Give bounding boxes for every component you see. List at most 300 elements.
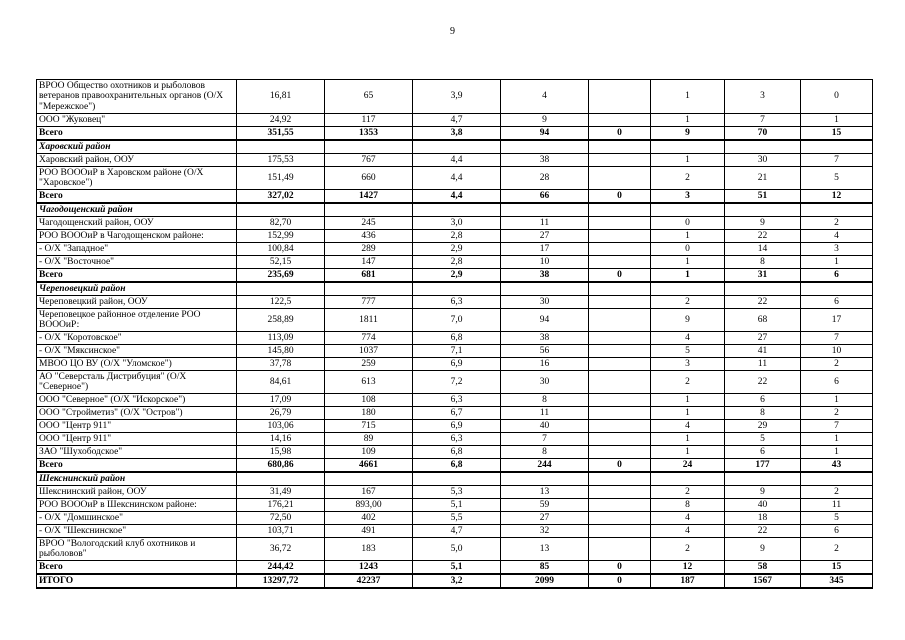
cell-col-3: 4,4 <box>413 167 501 190</box>
cell-col-4: 38 <box>501 332 589 345</box>
cell-col-3 <box>413 282 501 296</box>
cell-col-6: 2 <box>651 371 725 394</box>
cell-col-2: 767 <box>325 154 413 167</box>
cell-col-4: 32 <box>501 525 589 538</box>
cell-col-2: 42237 <box>325 574 413 588</box>
cell-col-7 <box>725 282 801 296</box>
cell-col-4: 30 <box>501 296 589 309</box>
cell-col-1: 82,70 <box>237 217 325 230</box>
table-body <box>37 80 873 589</box>
cell-col-1: 258,89 <box>237 309 325 332</box>
cell-col-4: 66 <box>501 190 589 204</box>
table-row <box>37 80 873 114</box>
cell-col-6: 4 <box>651 420 725 433</box>
cell-col-3: 4,4 <box>413 190 501 204</box>
cell-col-5 <box>589 332 651 345</box>
cell-col-6: 2 <box>651 167 725 190</box>
org-name: ООО "Стройметиз" (О/Х "Остров") <box>37 407 237 420</box>
cell-col-8: 6 <box>801 296 873 309</box>
cell-col-1: 176,21 <box>237 499 325 512</box>
cell-col-4: 28 <box>501 167 589 190</box>
cell-col-8: 17 <box>801 309 873 332</box>
cell-col-6: 12 <box>651 561 725 575</box>
cell-col-3: 4,7 <box>413 525 501 538</box>
cell-col-5 <box>589 525 651 538</box>
cell-col-1 <box>237 472 325 486</box>
cell-col-6: 4 <box>651 332 725 345</box>
cell-col-3: 6,3 <box>413 296 501 309</box>
cell-col-3: 2,9 <box>413 269 501 283</box>
cell-col-7: 41 <box>725 345 801 358</box>
org-name: Всего <box>37 127 237 141</box>
table-row <box>37 407 873 420</box>
cell-col-1: 327,02 <box>237 190 325 204</box>
table-row <box>37 499 873 512</box>
cell-col-6: 1 <box>651 433 725 446</box>
cell-col-6: 1 <box>651 154 725 167</box>
cell-col-3: 5,1 <box>413 499 501 512</box>
cell-col-8: 12 <box>801 190 873 204</box>
cell-col-8: 15 <box>801 561 873 575</box>
table-row <box>37 525 873 538</box>
cell-col-3: 6,3 <box>413 394 501 407</box>
org-name: РОО ВОООиР в Чагодощенском районе: <box>37 230 237 243</box>
table-row <box>37 446 873 459</box>
cell-col-1: 122,5 <box>237 296 325 309</box>
table-row <box>37 512 873 525</box>
cell-col-7: 29 <box>725 420 801 433</box>
table-row <box>37 309 873 332</box>
cell-col-8 <box>801 140 873 154</box>
cell-col-7: 177 <box>725 459 801 473</box>
cell-col-8: 1 <box>801 446 873 459</box>
cell-col-1: 31,49 <box>237 486 325 499</box>
cell-col-7: 30 <box>725 154 801 167</box>
hunting-grounds-table <box>36 79 873 589</box>
table-row <box>37 114 873 127</box>
cell-col-3: 6,8 <box>413 459 501 473</box>
cell-col-6: 187 <box>651 574 725 588</box>
district-name: Череповецкий район <box>37 282 237 296</box>
cell-col-6: 1 <box>651 394 725 407</box>
cell-col-2: 491 <box>325 525 413 538</box>
cell-col-3: 6,7 <box>413 407 501 420</box>
table-row <box>37 486 873 499</box>
cell-col-3: 2,8 <box>413 256 501 269</box>
cell-col-4: 40 <box>501 420 589 433</box>
cell-col-4: 27 <box>501 230 589 243</box>
org-name: - О/Х "Западное" <box>37 243 237 256</box>
cell-col-3: 2,8 <box>413 230 501 243</box>
cell-col-1: 103,06 <box>237 420 325 433</box>
cell-col-4 <box>501 282 589 296</box>
cell-col-5 <box>589 154 651 167</box>
org-name: ООО "Центр 911" <box>37 420 237 433</box>
cell-col-7: 3 <box>725 80 801 114</box>
cell-col-6 <box>651 472 725 486</box>
cell-col-4: 94 <box>501 309 589 332</box>
cell-col-4 <box>501 203 589 217</box>
cell-col-5 <box>589 243 651 256</box>
cell-col-7: 70 <box>725 127 801 141</box>
total-row <box>37 574 873 588</box>
cell-col-2: 893,00 <box>325 499 413 512</box>
cell-col-2: 180 <box>325 407 413 420</box>
cell-col-3: 2,9 <box>413 243 501 256</box>
cell-col-4: 16 <box>501 358 589 371</box>
cell-col-8: 15 <box>801 127 873 141</box>
cell-col-1: 14,16 <box>237 433 325 446</box>
cell-col-3 <box>413 472 501 486</box>
cell-col-7: 5 <box>725 433 801 446</box>
cell-col-2: 245 <box>325 217 413 230</box>
cell-col-8: 10 <box>801 345 873 358</box>
cell-col-4: 85 <box>501 561 589 575</box>
cell-col-8: 7 <box>801 420 873 433</box>
table-row <box>37 217 873 230</box>
cell-col-6 <box>651 140 725 154</box>
district-header-row <box>37 282 873 296</box>
cell-col-3: 7,1 <box>413 345 501 358</box>
cell-col-6 <box>651 282 725 296</box>
district-name: Чагодощенский район <box>37 203 237 217</box>
table-row <box>37 167 873 190</box>
org-name: - О/Х "Шекснинское" <box>37 525 237 538</box>
cell-col-3: 3,2 <box>413 574 501 588</box>
cell-col-4: 11 <box>501 217 589 230</box>
org-name: РОО ВОООиР в Шекснинском районе: <box>37 499 237 512</box>
cell-col-2: 4661 <box>325 459 413 473</box>
cell-col-6: 2 <box>651 296 725 309</box>
cell-col-6: 5 <box>651 345 725 358</box>
cell-col-4: 17 <box>501 243 589 256</box>
cell-col-7 <box>725 140 801 154</box>
district-header-row <box>37 140 873 154</box>
cell-col-3: 5,3 <box>413 486 501 499</box>
cell-col-3: 6,3 <box>413 433 501 446</box>
cell-col-3: 6,9 <box>413 358 501 371</box>
total-row <box>37 269 873 283</box>
cell-col-1 <box>237 140 325 154</box>
cell-col-2: 774 <box>325 332 413 345</box>
cell-col-4: 8 <box>501 446 589 459</box>
cell-col-8: 7 <box>801 154 873 167</box>
cell-col-2: 402 <box>325 512 413 525</box>
cell-col-5: 0 <box>589 127 651 141</box>
total-row <box>37 561 873 575</box>
cell-col-4: 56 <box>501 345 589 358</box>
org-name: Всего <box>37 269 237 283</box>
cell-col-2 <box>325 203 413 217</box>
cell-col-4: 7 <box>501 433 589 446</box>
org-name: Чагодощенский район, ООУ <box>37 217 237 230</box>
cell-col-6: 8 <box>651 499 725 512</box>
cell-col-5 <box>589 345 651 358</box>
cell-col-8 <box>801 282 873 296</box>
cell-col-2: 436 <box>325 230 413 243</box>
org-name: Череповецкий район, ООУ <box>37 296 237 309</box>
cell-col-6: 2 <box>651 538 725 561</box>
cell-col-5 <box>589 499 651 512</box>
cell-col-2: 1427 <box>325 190 413 204</box>
cell-col-3: 6,8 <box>413 446 501 459</box>
cell-col-3: 3,0 <box>413 217 501 230</box>
cell-col-2: 681 <box>325 269 413 283</box>
cell-col-5 <box>589 358 651 371</box>
org-name: ООО "Северное" (О/Х "Искорское") <box>37 394 237 407</box>
cell-col-1: 26,79 <box>237 407 325 420</box>
cell-col-4: 94 <box>501 127 589 141</box>
cell-col-1: 680,86 <box>237 459 325 473</box>
org-name: ВРОО "Вологодский клуб охотников и рыболовов" <box>37 538 237 561</box>
cell-col-7: 6 <box>725 394 801 407</box>
cell-col-7: 40 <box>725 499 801 512</box>
cell-col-3: 3,9 <box>413 80 501 114</box>
cell-col-7: 14 <box>725 243 801 256</box>
cell-col-8 <box>801 472 873 486</box>
org-name: МВОО ЦО ВУ (О/Х "Уломское") <box>37 358 237 371</box>
cell-col-1: 84,61 <box>237 371 325 394</box>
cell-col-1: 103,71 <box>237 525 325 538</box>
cell-col-5 <box>589 203 651 217</box>
table-row <box>37 371 873 394</box>
table-row <box>37 243 873 256</box>
cell-col-7: 58 <box>725 561 801 575</box>
cell-col-1: 151,49 <box>237 167 325 190</box>
cell-col-3 <box>413 140 501 154</box>
org-name: ВРОО Общество охотников и рыболовов ветеранов правоохранительных органов (О/Х "Мережское") <box>37 80 237 114</box>
org-name: Шекснинский район, ООУ <box>37 486 237 499</box>
cell-col-1: 175,53 <box>237 154 325 167</box>
cell-col-5: 0 <box>589 561 651 575</box>
cell-col-6: 3 <box>651 358 725 371</box>
table-row <box>37 433 873 446</box>
cell-col-5: 0 <box>589 459 651 473</box>
cell-col-6: 9 <box>651 127 725 141</box>
cell-col-5 <box>589 371 651 394</box>
cell-col-8: 6 <box>801 525 873 538</box>
cell-col-2: 259 <box>325 358 413 371</box>
cell-col-3: 4,4 <box>413 154 501 167</box>
cell-col-7 <box>725 472 801 486</box>
cell-col-5 <box>589 282 651 296</box>
cell-col-5 <box>589 538 651 561</box>
cell-col-8: 43 <box>801 459 873 473</box>
cell-col-6: 0 <box>651 217 725 230</box>
cell-col-2: 1037 <box>325 345 413 358</box>
cell-col-4: 38 <box>501 269 589 283</box>
cell-col-8: 6 <box>801 371 873 394</box>
cell-col-1: 100,84 <box>237 243 325 256</box>
cell-col-6: 4 <box>651 525 725 538</box>
cell-col-2 <box>325 472 413 486</box>
cell-col-1: 351,55 <box>237 127 325 141</box>
cell-col-2: 109 <box>325 446 413 459</box>
cell-col-3: 5,1 <box>413 561 501 575</box>
cell-col-2: 167 <box>325 486 413 499</box>
cell-col-2: 183 <box>325 538 413 561</box>
cell-col-1: 24,92 <box>237 114 325 127</box>
cell-col-7: 9 <box>725 217 801 230</box>
cell-col-7: 22 <box>725 371 801 394</box>
table-row <box>37 345 873 358</box>
cell-col-7: 21 <box>725 167 801 190</box>
cell-col-6 <box>651 203 725 217</box>
cell-col-6: 1 <box>651 269 725 283</box>
cell-col-7: 51 <box>725 190 801 204</box>
cell-col-7: 68 <box>725 309 801 332</box>
cell-col-5: 0 <box>589 190 651 204</box>
district-name: Харовский район <box>37 140 237 154</box>
cell-col-8: 5 <box>801 512 873 525</box>
cell-col-8: 11 <box>801 499 873 512</box>
cell-col-2: 777 <box>325 296 413 309</box>
org-name: ЗАО "Шухободское" <box>37 446 237 459</box>
cell-col-7 <box>725 203 801 217</box>
cell-col-1: 244,42 <box>237 561 325 575</box>
cell-col-4: 13 <box>501 486 589 499</box>
cell-col-5: 0 <box>589 269 651 283</box>
total-row <box>37 127 873 141</box>
cell-col-2: 65 <box>325 80 413 114</box>
cell-col-5 <box>589 512 651 525</box>
cell-col-2: 660 <box>325 167 413 190</box>
cell-col-8 <box>801 203 873 217</box>
cell-col-1: 152,99 <box>237 230 325 243</box>
cell-col-6: 0 <box>651 243 725 256</box>
cell-col-5 <box>589 407 651 420</box>
cell-col-1: 17,09 <box>237 394 325 407</box>
cell-col-5 <box>589 433 651 446</box>
cell-col-7: 22 <box>725 296 801 309</box>
org-name: - О/Х "Домшинское" <box>37 512 237 525</box>
district-header-row <box>37 203 873 217</box>
cell-col-1: 52,15 <box>237 256 325 269</box>
cell-col-6: 1 <box>651 80 725 114</box>
cell-col-8: 0 <box>801 80 873 114</box>
cell-col-4: 10 <box>501 256 589 269</box>
cell-col-5 <box>589 420 651 433</box>
org-name: - О/Х "Восточное" <box>37 256 237 269</box>
table-row <box>37 296 873 309</box>
cell-col-4 <box>501 140 589 154</box>
cell-col-5 <box>589 486 651 499</box>
cell-col-5 <box>589 472 651 486</box>
table-row <box>37 538 873 561</box>
cell-col-1: 72,50 <box>237 512 325 525</box>
cell-col-1: 145,80 <box>237 345 325 358</box>
org-name: ООО "Центр 911" <box>37 433 237 446</box>
cell-col-5 <box>589 309 651 332</box>
cell-col-1 <box>237 282 325 296</box>
cell-col-7: 31 <box>725 269 801 283</box>
cell-col-2 <box>325 282 413 296</box>
cell-col-3: 6,8 <box>413 332 501 345</box>
cell-col-4: 244 <box>501 459 589 473</box>
cell-col-2: 289 <box>325 243 413 256</box>
district-header-row <box>37 472 873 486</box>
cell-col-7: 22 <box>725 525 801 538</box>
cell-col-7: 8 <box>725 407 801 420</box>
cell-col-7: 18 <box>725 512 801 525</box>
cell-col-4: 27 <box>501 512 589 525</box>
cell-col-5: 0 <box>589 574 651 588</box>
cell-col-5 <box>589 394 651 407</box>
cell-col-4 <box>501 472 589 486</box>
table-row <box>37 230 873 243</box>
org-name: Харовский район, ООУ <box>37 154 237 167</box>
org-name: ООО "Жуковец" <box>37 114 237 127</box>
cell-col-8: 2 <box>801 538 873 561</box>
cell-col-8: 345 <box>801 574 873 588</box>
cell-col-2: 1353 <box>325 127 413 141</box>
org-name: Всего <box>37 190 237 204</box>
cell-col-3: 5,5 <box>413 512 501 525</box>
cell-col-5 <box>589 167 651 190</box>
cell-col-6: 9 <box>651 309 725 332</box>
table-row <box>37 256 873 269</box>
table-row <box>37 420 873 433</box>
cell-col-6: 1 <box>651 446 725 459</box>
cell-col-7: 1567 <box>725 574 801 588</box>
cell-col-5 <box>589 256 651 269</box>
cell-col-8: 2 <box>801 358 873 371</box>
cell-col-5 <box>589 446 651 459</box>
cell-col-8: 2 <box>801 486 873 499</box>
cell-col-1: 113,09 <box>237 332 325 345</box>
org-name: Всего <box>37 561 237 575</box>
cell-col-7: 22 <box>725 230 801 243</box>
cell-col-4: 38 <box>501 154 589 167</box>
cell-col-1 <box>237 203 325 217</box>
cell-col-8: 4 <box>801 230 873 243</box>
cell-col-5 <box>589 140 651 154</box>
cell-col-4: 11 <box>501 407 589 420</box>
cell-col-8: 6 <box>801 269 873 283</box>
cell-col-8: 1 <box>801 256 873 269</box>
org-name: АО "Северсталь Дистрибуция" (О/Х "Северное") <box>37 371 237 394</box>
cell-col-2: 117 <box>325 114 413 127</box>
cell-col-6: 3 <box>651 190 725 204</box>
cell-col-8: 2 <box>801 217 873 230</box>
cell-col-5 <box>589 80 651 114</box>
org-name: - О/Х "Мяксинское" <box>37 345 237 358</box>
cell-col-5 <box>589 296 651 309</box>
org-name: Череповецкое районное отделение РОО ВОООиР: <box>37 309 237 332</box>
cell-col-1: 37,78 <box>237 358 325 371</box>
cell-col-7: 11 <box>725 358 801 371</box>
page-number: 9 <box>450 26 455 37</box>
cell-col-1: 235,69 <box>237 269 325 283</box>
total-row <box>37 459 873 473</box>
cell-col-2: 1243 <box>325 561 413 575</box>
cell-col-8: 1 <box>801 433 873 446</box>
cell-col-3: 5,0 <box>413 538 501 561</box>
table-row <box>37 332 873 345</box>
cell-col-1: 15,98 <box>237 446 325 459</box>
cell-col-4: 59 <box>501 499 589 512</box>
cell-col-6: 1 <box>651 114 725 127</box>
cell-col-6: 2 <box>651 486 725 499</box>
cell-col-7: 6 <box>725 446 801 459</box>
cell-col-1: 16,81 <box>237 80 325 114</box>
cell-col-3: 7,2 <box>413 371 501 394</box>
cell-col-1: 36,72 <box>237 538 325 561</box>
cell-col-2: 89 <box>325 433 413 446</box>
cell-col-3: 4,7 <box>413 114 501 127</box>
cell-col-8: 1 <box>801 114 873 127</box>
cell-col-6: 24 <box>651 459 725 473</box>
